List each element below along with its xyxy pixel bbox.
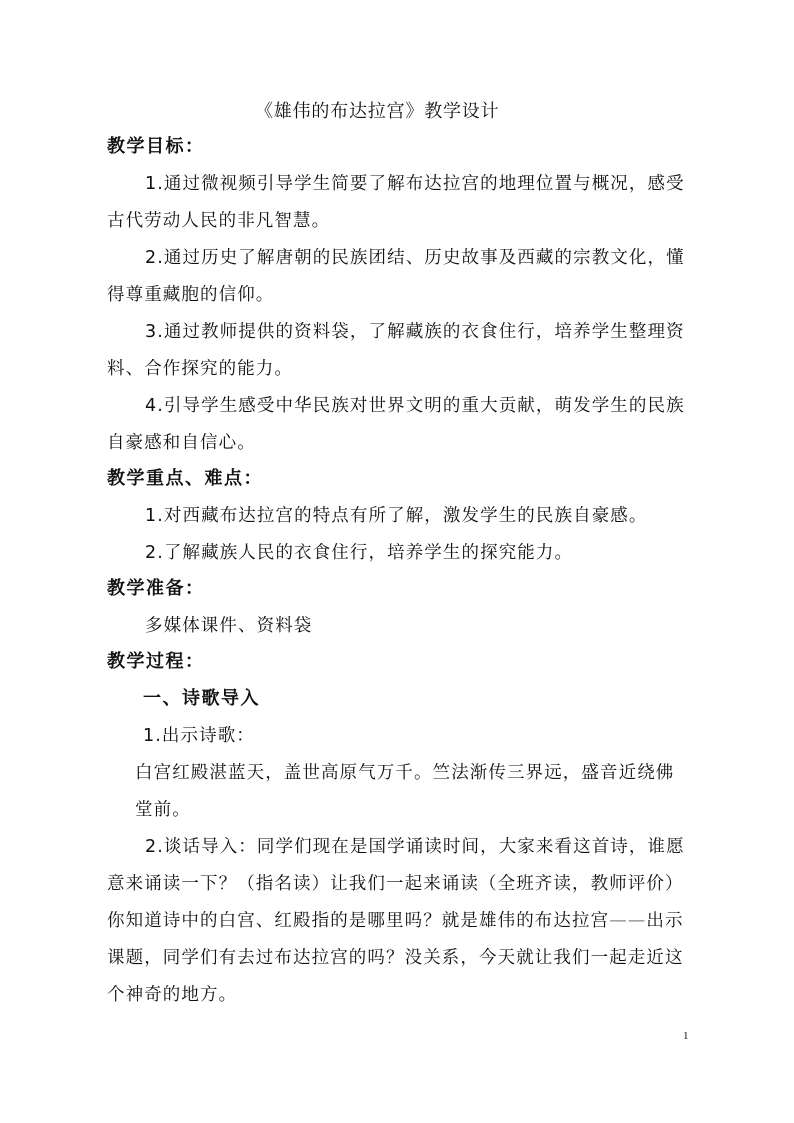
preparation-heading: 教学准备： — [107, 578, 205, 599]
objectives-heading: 教学目标： — [107, 136, 205, 157]
poem-line-1: 白宫红殿湛蓝天，盖世高原气万千。竺法渐传三界远，盛音近绕佛 — [135, 763, 675, 783]
objective-4-line-1: 4.引导学生感受中华民族对世界文明的重大贡献，萌发学生的民族 — [145, 396, 685, 416]
objective-2-line-1: 2.通过历史了解唐朝的民族团结、历史故事及西藏的宗教文化，懂 — [145, 248, 685, 268]
process-heading: 教学过程： — [107, 651, 205, 672]
step-2-line-1: 2.谈话导入：同学们现在是国学诵读时间，大家来看这首诗，谁愿 — [145, 837, 685, 857]
key-points-heading: 教学重点、难点： — [107, 468, 263, 489]
step-2-line-5: 个神奇的地方。 — [107, 985, 238, 1005]
step-2-line-2: 意来诵读一下？（指名读）让我们一起来诵读（全班齐读，教师评价） — [107, 874, 684, 894]
key-point-2: 2.了解藏族人民的衣食住行，培养学生的探究能力。 — [145, 543, 574, 563]
key-point-1: 1.对西藏布达拉宫的特点有所了解，激发学生的民族自豪感。 — [145, 506, 648, 526]
objective-1-line-1: 1.通过微视频引导学生简要了解布达拉宫的地理位置与概况，感受 — [145, 174, 685, 194]
objective-4-line-2: 自豪感和自信心。 — [107, 433, 256, 453]
document-title: 《雄伟的布达拉宫》教学设计 — [255, 101, 500, 122]
step-2-line-3 — [107, 910, 684, 932]
step-2-line-4: 课题，同学们有去过布达拉宫的吗？没关系，今天就让我们一起走近这 — [107, 948, 684, 968]
page-number: 1 — [683, 1030, 689, 1042]
step-2-line-3-text: 你知道诗中的白宫、红殿指的是哪里吗？就是雄伟的布达拉宫 — [107, 911, 610, 931]
em-dash: —— — [609, 911, 647, 931]
objective-3-line-2: 料、合作探究的能力。 — [107, 359, 293, 379]
step-2-line-3-end: 出示 — [646, 911, 684, 931]
preparation-content: 多媒体课件、资料袋 — [145, 616, 313, 636]
objective-2-line-2: 得尊重藏胞的信仰。 — [107, 285, 275, 305]
subsection-poem-intro-heading: 一、诗歌导入 — [143, 688, 260, 709]
objective-3-line-1: 3.通过教师提供的资料袋，了解藏族的衣食住行，培养学生整理资 — [145, 322, 685, 342]
poem-line-2: 堂前。 — [135, 800, 191, 820]
step-1-label: 1.出示诗歌： — [143, 726, 255, 746]
objective-1-line-2: 古代劳动人民的非凡智慧。 — [107, 211, 331, 231]
